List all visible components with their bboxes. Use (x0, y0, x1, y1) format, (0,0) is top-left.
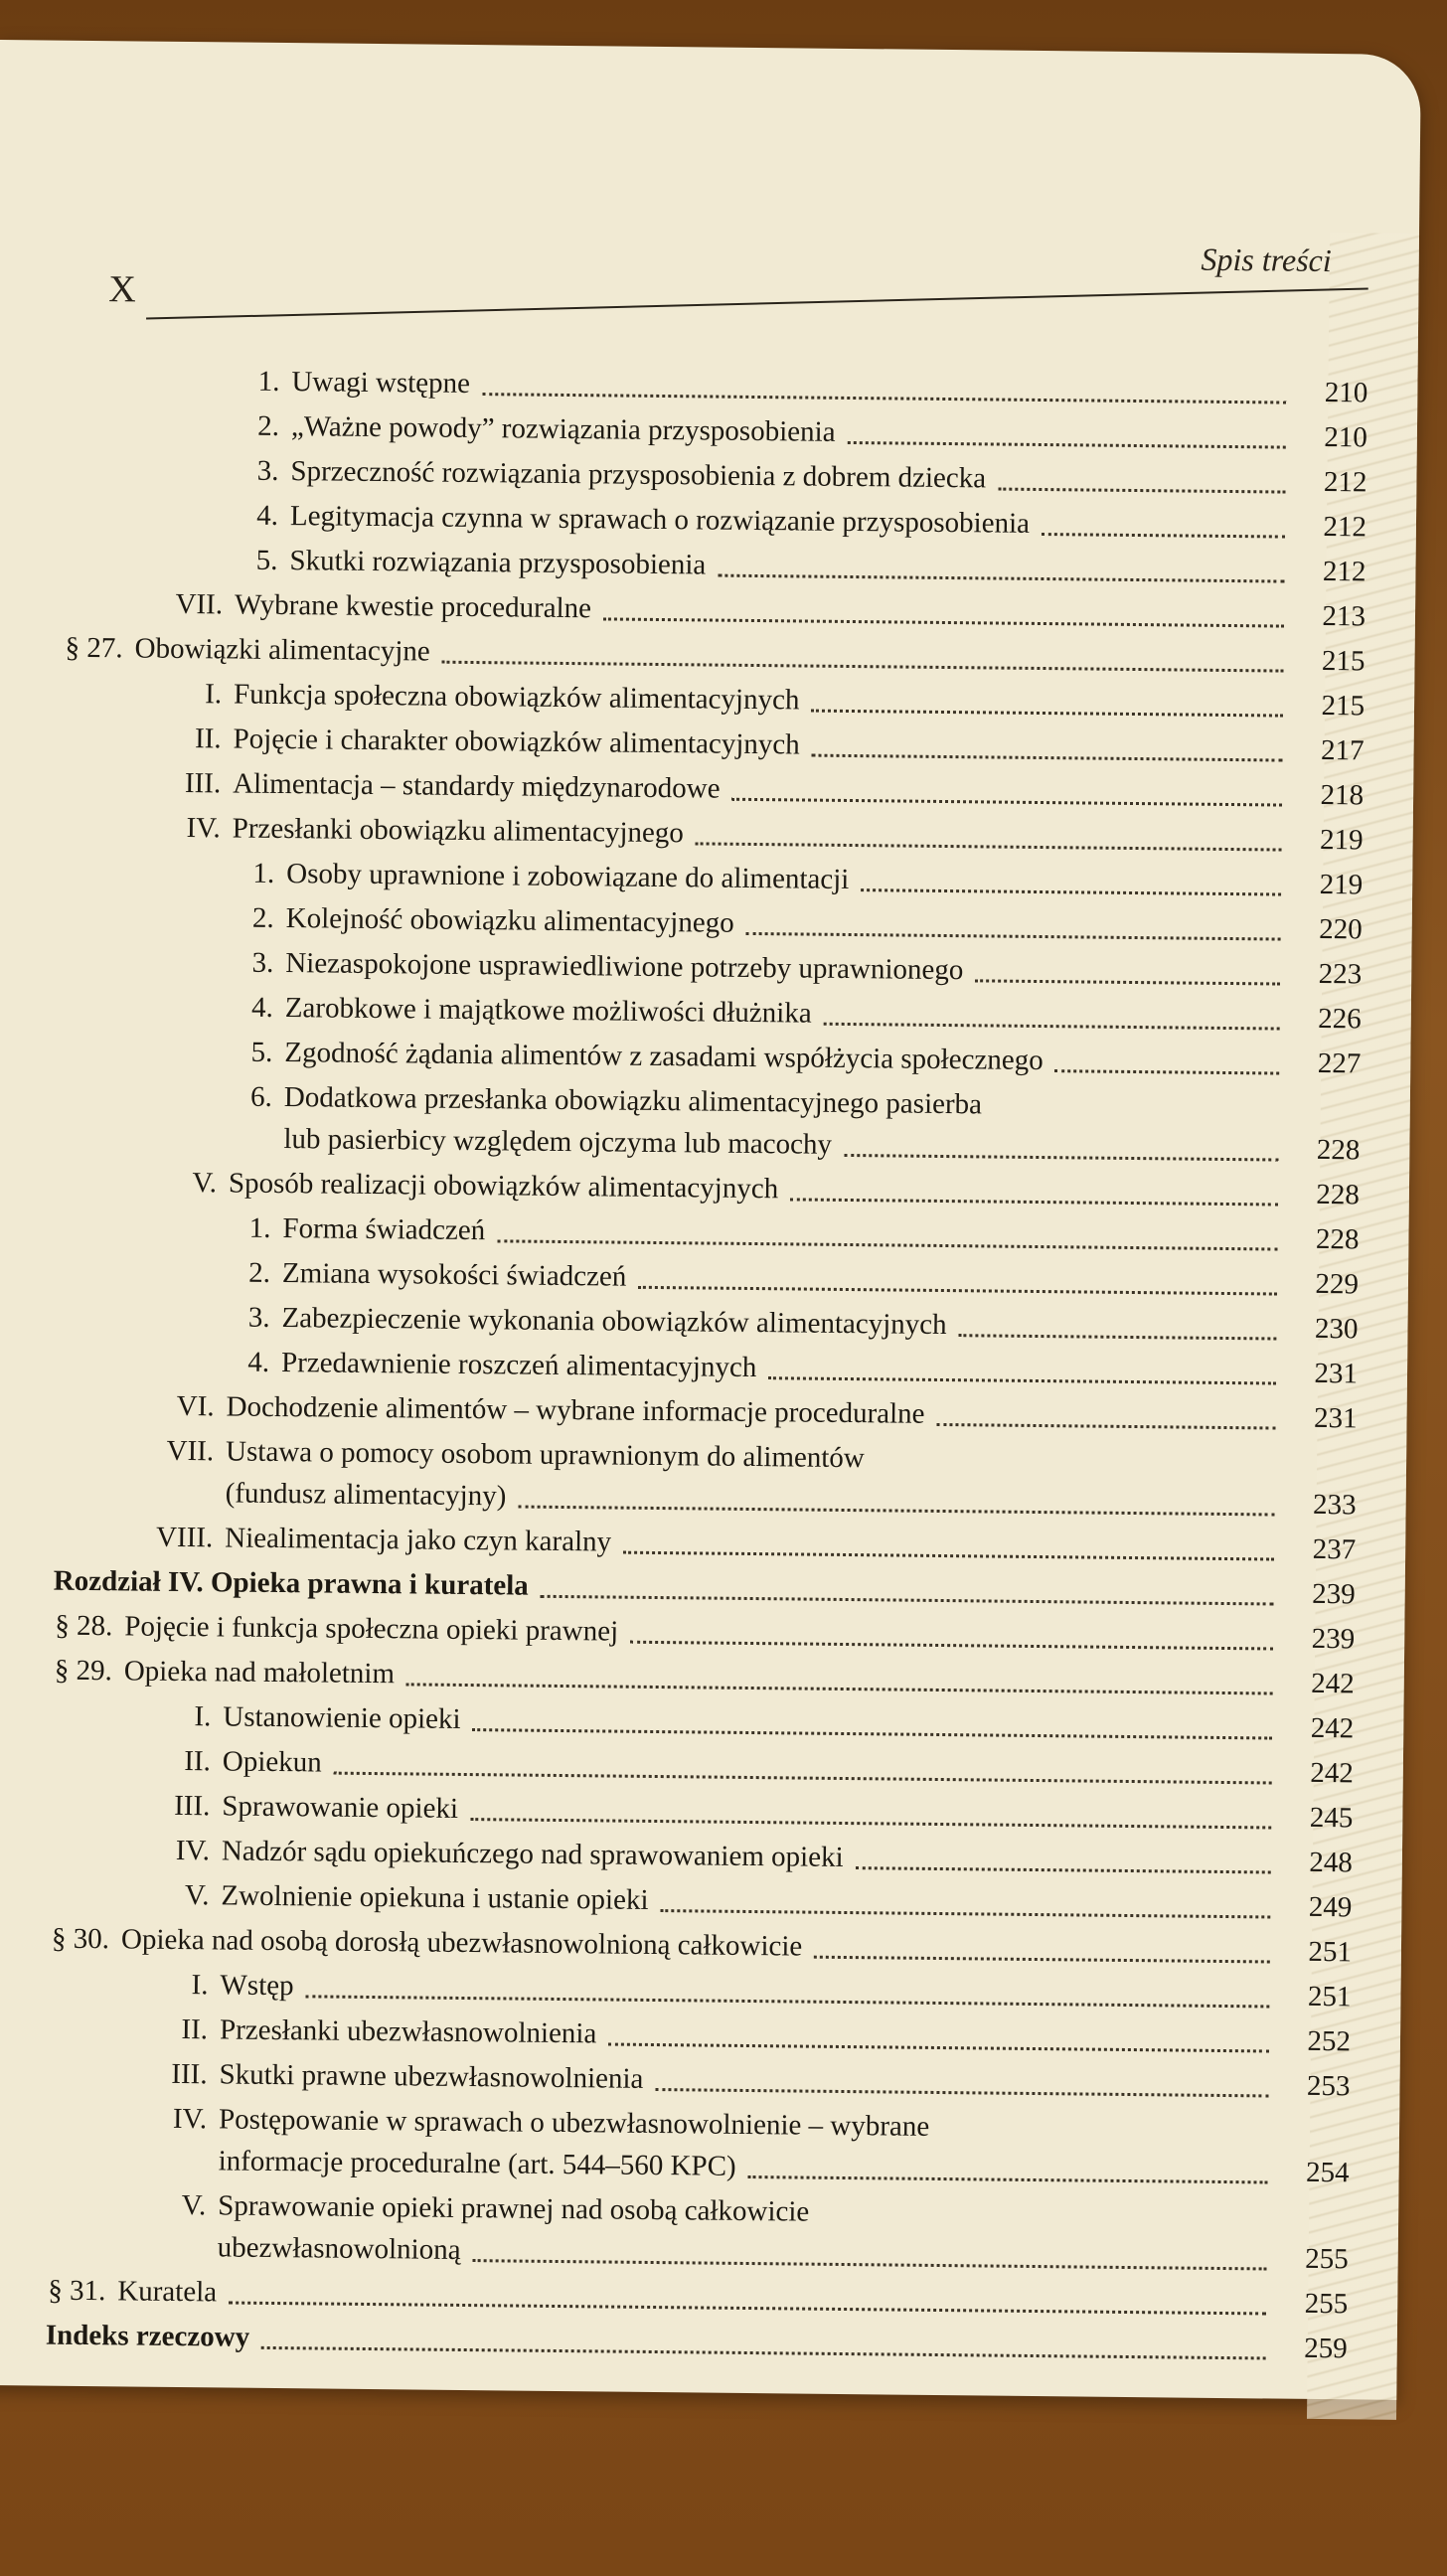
dot-leader (861, 886, 1281, 895)
toc-entry-title: Opieka nad osobą dorosłą ubezwłasnowolnioną całkowicie (120, 1923, 803, 1963)
toc-entry-page: 239 (1312, 1577, 1356, 1611)
book-page (0, 40, 1421, 2400)
toc-entry-number: I. (194, 1700, 212, 1733)
toc-entry-title: Zmiana wysokości świadczeń (281, 1257, 627, 1293)
toc-entry-number: IV. (172, 2102, 208, 2136)
toc-entry-number: § 30. (51, 1922, 110, 1956)
toc-entry-title: Zgodność żądania alimentów z zasadami współżycia społecznego (284, 1037, 1044, 1077)
toc-entry-title: Przesłanki obowiązku alimentacyjnego (232, 812, 685, 850)
dot-leader (442, 659, 1284, 673)
toc-entry-title: Indeks rzeczowy (45, 2319, 250, 2353)
toc-entry-page: 239 (1311, 1622, 1356, 1656)
dot-leader (630, 1639, 1273, 1651)
toc-entry-number: 3. (251, 946, 274, 979)
toc-entry-number: I. (191, 1969, 209, 2002)
dot-leader (959, 1332, 1277, 1340)
dot-leader (1055, 1067, 1280, 1074)
toc-entry-page: 219 (1319, 868, 1364, 901)
toc-entry-title: Wybrane kwestie proceduralne (234, 588, 592, 625)
toc-entry-number: III. (171, 2057, 208, 2091)
toc-entry-title: Pojęcie i charakter obowiązków alimentacyjnych (233, 723, 800, 761)
toc-entry-title: „Ważne powody” rozwiązania przysposobienia (290, 410, 836, 448)
toc-entry-number: 6. (249, 1080, 273, 1113)
dot-leader (746, 930, 1281, 941)
toc-entry-page: 248 (1309, 1846, 1354, 1879)
toc-entry-title: Sposób realizacji obowiązków alimentacyjnych (228, 1167, 779, 1206)
toc-entry-title: Ustawa o pomocy osobom uprawnionym do alimentów (225, 1435, 866, 1475)
toc-entry-page: 252 (1307, 2024, 1352, 2058)
dot-leader (855, 1864, 1270, 1873)
toc-entry-title: lub pasierbicy względem ojczyma lub macochy (283, 1123, 833, 1161)
toc-entry-number: VI. (176, 1389, 215, 1423)
dot-leader (660, 1907, 1270, 1918)
toc-entry-title: Niezaspokojone usprawiedliwione potrzeby uprawnionego (285, 947, 964, 987)
toc-entry-title: Skutki rozwiązania przysposobienia (289, 545, 707, 581)
toc-entry-page: 245 (1309, 1801, 1354, 1835)
dot-leader (541, 1593, 1274, 1606)
toc-entry-number: VIII. (155, 1521, 214, 1554)
toc-entry-title: Osoby uprawnione i zobowiązane do alimentacji (286, 858, 850, 895)
dot-leader (718, 572, 1284, 583)
toc-entry-number: 1. (252, 857, 275, 889)
toc-entry-number: III. (184, 766, 222, 800)
toc-entry-number: II. (181, 2013, 209, 2046)
toc-entry-page: 259 (1304, 2332, 1348, 2365)
toc-entry-page: 231 (1314, 1357, 1359, 1390)
toc-entry-page: 228 (1316, 1178, 1361, 1211)
toc-entry-title: Dochodzenie alimentów – wybrane informacje proceduralne (226, 1390, 925, 1430)
toc-entry-number: V. (184, 1879, 210, 1912)
toc-entry-number: I. (205, 678, 223, 711)
toc-entry-number: 4. (256, 499, 279, 532)
toc-entry-page: 210 (1324, 376, 1368, 409)
dot-leader (603, 615, 1284, 627)
dot-leader (655, 2086, 1268, 2097)
toc-entry-number: VII. (166, 1434, 215, 1468)
toc-entry-page: 218 (1320, 778, 1365, 812)
dot-leader (847, 439, 1285, 449)
dot-leader (975, 977, 1280, 985)
dot-leader (811, 708, 1283, 718)
toc-entry-title: Alimentacja – standardy międzynarodowe (233, 767, 721, 805)
toc-entry-page: 212 (1322, 555, 1367, 588)
toc-entry-number: IV. (175, 1834, 211, 1867)
toc-entry-number: 3. (256, 454, 279, 487)
toc-entry-number: 5. (250, 1036, 273, 1068)
toc-entry-page: 242 (1310, 1711, 1355, 1745)
header-rule (146, 288, 1368, 320)
toc-entry-page: 220 (1319, 912, 1363, 946)
toc-entry-page: 242 (1311, 1667, 1355, 1700)
toc-entry-page: 233 (1312, 1488, 1357, 1522)
toc-entry-title: Kuratela (117, 2275, 218, 2309)
toc-entry-number: 5. (255, 544, 278, 576)
dot-leader (1042, 531, 1285, 539)
toc-entry-title: informacje proceduralne (art. 544–560 KPC) (218, 2145, 736, 2182)
toc-entry-page: 253 (1306, 2069, 1351, 2103)
toc-entry-page: 255 (1304, 2287, 1349, 2321)
dot-leader (998, 486, 1285, 494)
toc-entry-title: Zarobkowe i majątkowe możliwości dłużnika (284, 992, 812, 1030)
toc-entry-title: Funkcja społeczna obowiązków alimentacyjnych (233, 678, 800, 717)
toc-entry-number: 4. (250, 991, 273, 1024)
dot-leader (261, 2344, 1266, 2360)
toc-entry-title: Nadzór sądu opiekuńczego nad sprawowaniem opieki (221, 1835, 844, 1873)
toc-entry-number: 2. (257, 409, 280, 442)
dot-leader (470, 1816, 1271, 1829)
dot-leader (229, 2300, 1266, 2316)
toc-entry-title: Przesłanki ubezwłasnowolnienia (219, 2013, 597, 2050)
toc-entry-title: (fundusz alimentacyjny) (225, 1477, 507, 1513)
dot-leader (497, 1237, 1277, 1250)
dot-leader (406, 1681, 1273, 1694)
running-header: Spis treści (1201, 241, 1332, 279)
toc-entry-number: V. (181, 2189, 207, 2222)
toc-entry-page: 212 (1323, 510, 1367, 544)
dot-leader (472, 1726, 1272, 1739)
toc-entry-title: Kolejność obowiązku alimentacyjnego (285, 902, 734, 939)
toc-entry-page: 213 (1322, 599, 1367, 633)
toc-entry-page: 223 (1318, 957, 1363, 991)
toc-entry-page: 226 (1318, 1002, 1362, 1036)
toc-entry-page: 228 (1315, 1222, 1360, 1256)
toc-entry-page: 227 (1317, 1046, 1362, 1080)
toc-entry-title: Pojęcie i funkcja społeczna opieki prawnej (124, 1610, 619, 1648)
toc-entry-title: Postępowanie w sprawach o ubezwłasnowolnienie – wybrane (218, 2103, 930, 2143)
toc-entry-title: Wstęp (220, 1969, 294, 2003)
toc-entry-page: 249 (1308, 1890, 1353, 1924)
dot-leader (812, 752, 1283, 762)
page-number-header: X (108, 268, 137, 311)
toc-entry-page: 228 (1316, 1133, 1361, 1167)
toc-entry-title: Zabezpieczenie wykonania obowiązków alimentacyjnych (281, 1302, 947, 1342)
toc-entry-page: 219 (1319, 823, 1364, 857)
toc-entry-page: 229 (1315, 1267, 1360, 1301)
toc-entry-title: Ustanowienie opieki (223, 1700, 461, 1735)
toc-entry-title: Rozdział IV. Opieka prawna i kuratela (53, 1564, 529, 1602)
dot-leader (824, 1021, 1280, 1031)
toc-entry-page: 215 (1321, 644, 1366, 678)
toc-entry-title: Zwolnienie opiekuna i ustanie opieki (221, 1879, 649, 1916)
dot-leader (608, 2041, 1269, 2053)
toc-entry-number: 2. (248, 1256, 271, 1289)
toc-entry-number: 3. (247, 1301, 270, 1334)
toc-entry-page: 215 (1321, 689, 1366, 723)
toc-entry-page: 217 (1320, 733, 1365, 767)
dot-leader (731, 796, 1282, 807)
toc-entry-title: Przedawnienie roszczeń alimentacyjnych (280, 1347, 757, 1384)
dot-leader (305, 1993, 1269, 2008)
toc-entry-number: V. (192, 1167, 218, 1200)
toc-entry-number: § 31. (48, 2274, 106, 2308)
toc-entry-title: Sprawowanie opieki prawnej nad osobą całkowicie (218, 2189, 810, 2228)
toc-entry-title: ubezwłasnowolnioną (217, 2231, 461, 2266)
dot-leader (623, 1549, 1274, 1561)
table-of-contents (46, 357, 1368, 2371)
dot-leader (790, 1196, 1278, 1206)
toc-entry-title: Sprzeczność rozwiązania przysposobienia z dobrem dziecka (290, 455, 987, 495)
toc-entry-page: 255 (1305, 2242, 1349, 2276)
toc-entry-page: 231 (1313, 1401, 1358, 1435)
dot-leader (518, 1504, 1274, 1517)
toc-entry-number: 1. (257, 365, 280, 398)
toc-entry-number: 2. (251, 901, 274, 934)
toc-entry-title: Skutki prawne ubezwłasnowolnienia (219, 2058, 644, 2095)
toc-entry-page: 230 (1314, 1312, 1359, 1346)
toc-entry-title: Obowiązki alimentacyjne (134, 632, 430, 668)
dot-leader (696, 840, 1282, 851)
dot-leader (814, 1954, 1270, 1964)
toc-entry-title: Opiekun (222, 1745, 322, 1779)
toc-entry-title: Uwagi wstępne (291, 366, 471, 400)
toc-entry-title: Sprawowanie opieki (222, 1790, 459, 1825)
dot-leader (472, 2257, 1266, 2270)
toc-entry-page: 210 (1324, 420, 1368, 454)
toc-entry-title: Niealimentacja jako czyn karalny (225, 1522, 612, 1558)
dot-leader (638, 1284, 1277, 1296)
toc-entry-number: 4. (247, 1346, 270, 1378)
toc-entry-number: 1. (248, 1211, 271, 1244)
toc-entry-title: Opieka nad małoletnim (123, 1655, 396, 1690)
dot-leader (768, 1374, 1276, 1384)
toc-entry-title: Forma świadczeń (282, 1212, 486, 1247)
toc-entry-page: 254 (1305, 2156, 1350, 2189)
dot-leader (844, 1152, 1278, 1162)
toc-entry-page: 251 (1308, 1935, 1353, 1969)
toc-entry-number: § 28. (55, 1609, 113, 1643)
dot-leader (936, 1421, 1275, 1430)
dot-leader (748, 2174, 1268, 2183)
toc-entry-title: Dodatkowa przesłanka obowiązku alimentacyjnego pasierba (283, 1081, 983, 1121)
toc-entry-number: VII. (175, 587, 224, 621)
toc-entry-page: 251 (1307, 1980, 1352, 2013)
toc-entry-number: § 29. (54, 1654, 112, 1688)
toc-entry-number: II. (184, 1745, 212, 1778)
toc-entry-number: § 27. (65, 631, 123, 665)
dot-leader (334, 1770, 1272, 1785)
toc-entry-number: II. (194, 723, 222, 755)
dot-leader (482, 391, 1286, 403)
toc-entry-number: IV. (186, 812, 221, 845)
toc-entry-page: 212 (1323, 465, 1367, 499)
toc-entry-page: 242 (1310, 1756, 1354, 1790)
toc-entry-number: III. (174, 1789, 211, 1823)
toc-entry-title: Legitymacja czynna w sprawach o rozwiązanie przysposobienia (289, 500, 1031, 540)
toc-entry-page: 237 (1312, 1532, 1357, 1566)
